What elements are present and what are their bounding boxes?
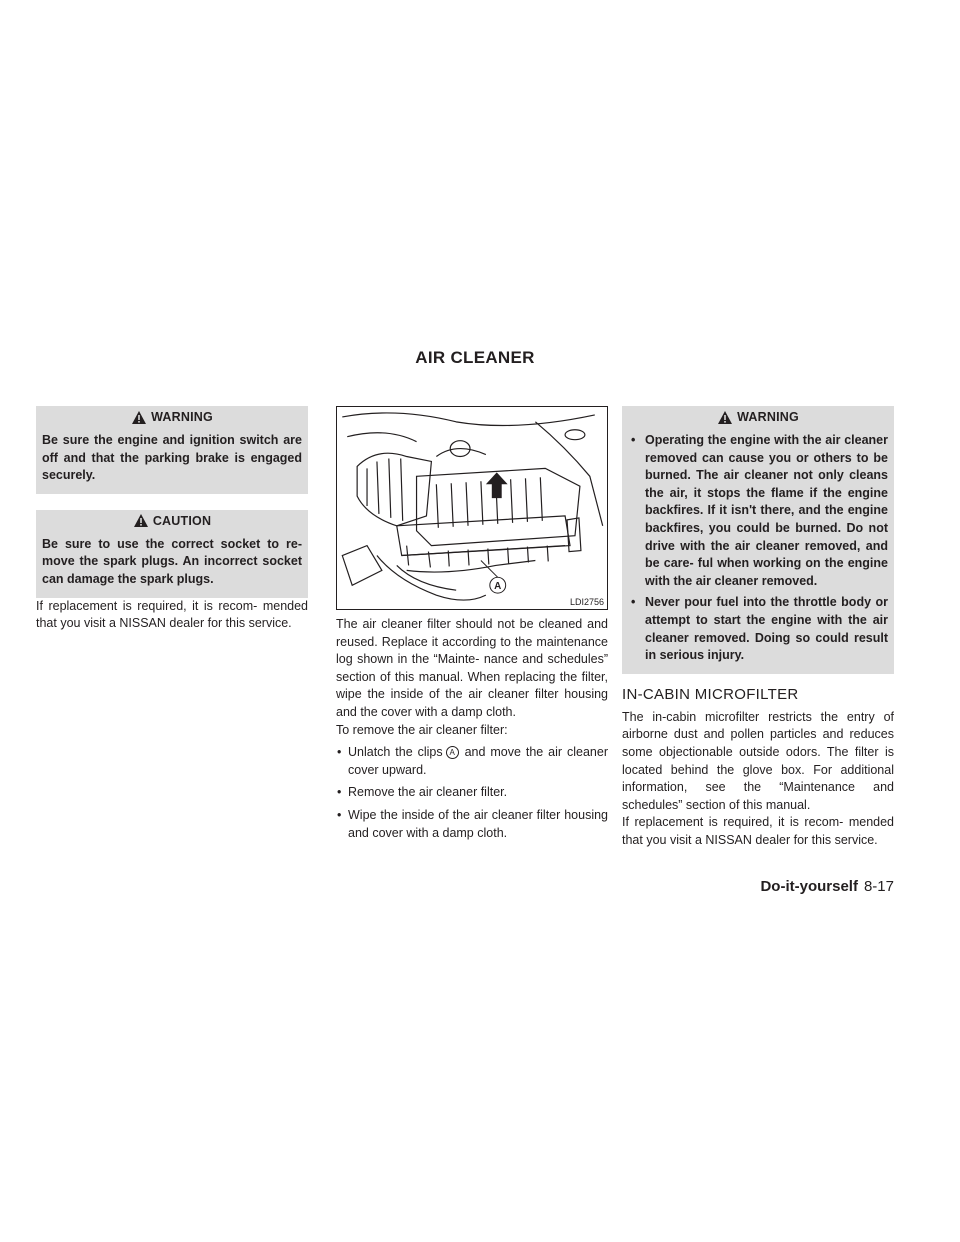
column-left [36,406,308,633]
column-middle [336,406,608,842]
step1-before: Unlatch the clips [348,745,443,760]
caution-header [36,510,308,532]
step1-after: and move the air cleaner cover upward. [348,745,608,777]
caution-label: CAUTION [152,513,212,528]
filter-paragraph: The air cleaner filter should not be cleaned and reused. Replace it according to the maintenance log shown in the “Mainte- nance and schedules” section of this manual. When replacing the filter, wipe the inside of the air cleaner filter housing and the cover with a damp cloth. [336,617,608,719]
list-item [336,744,608,779]
warning-icon [131,410,147,425]
warning-icon [717,410,733,425]
caution-text: Be sure to use the correct socket to re- move the spark plugs. An incorrect socket can damage the spark plugs. [42,536,302,586]
dealer-paragraph: If replacement is required, it is recom- mended that you visit a NISSAN dealer for this service. [36,598,308,631]
chapter-name: Do-it-yourself [760,878,858,895]
callout-a-icon: A [446,746,459,759]
warning-list [622,432,894,665]
figure-callout-a: A [494,581,502,593]
page-number: 8-17 [863,878,894,895]
caution-icon [133,513,149,528]
list-item: • Operating the engine with the air cleaner removed can cause you or others to be burned. The air cleaner not only cleans the air, it stops the flame if the engine backfires. If it isn't there, and the engine backfires, you could be burned. Do not drive with the air cleaner removed, and be care- ful when working on the engine with the air cleaner removed. [628,432,888,590]
list-item: • Wipe the inside of the air cleaner filter housing and cover with a damp cloth. [336,807,608,842]
steps-list [336,744,608,842]
dealer-paragraph: If replacement is required, it is recom- mended that you visit a NISSAN dealer for this service. [622,815,894,847]
warning-label: WARNING [151,410,213,424]
section-title: AIR CLEANER [415,348,535,367]
warning-box-fire [622,406,894,674]
microfilter-paragraph: The in-cabin microfilter restricts the entry of airborne dust and pollen particles and reduces some objectionable outside odors. The filter is located behind the glove box. For additional information, see the “Maintenance and schedules” section of this manual. [622,709,894,812]
warning-header [36,406,308,428]
air-cleaner-figure [336,406,608,610]
subheading: IN-CABIN MICROFILTER [622,685,799,703]
warning-text: Be sure the engine and ignition switch are off and that the parking brake is engaged securely. [42,433,302,483]
air-cleaner-illustration [337,407,607,609]
warning-box [36,406,308,494]
caution-box [36,510,308,598]
warning-label: WARNING [737,410,799,424]
column-right [622,406,894,849]
steps-intro: To remove the air cleaner filter: [336,722,508,737]
list-item: • Never pour fuel into the throttle body or attempt to start the engine with the air cleaner removed. Doing so could result in serious injury. [628,594,888,664]
page-footer [760,878,894,895]
warning-header [622,406,894,428]
figure-code: LDI2756 [569,597,604,607]
list-item: • Remove the air cleaner filter. [336,784,608,802]
